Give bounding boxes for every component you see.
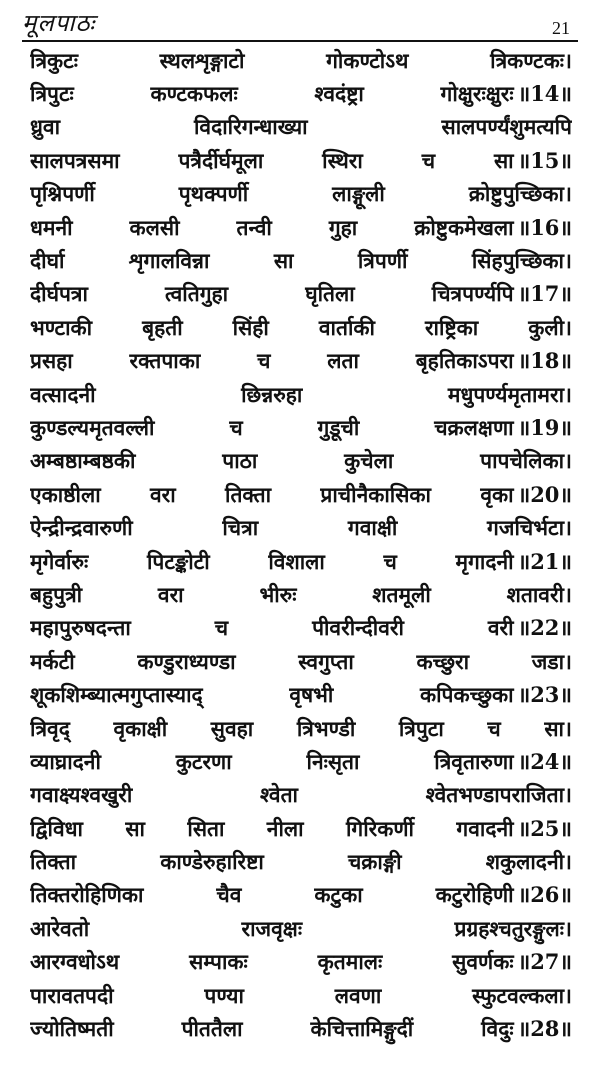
verse-word: आरग्वधोऽथ (30, 949, 120, 975)
verse-word: गवाक्ष्यश्वखुरी (30, 782, 133, 808)
verse-word: कटुरोहिणी (435, 882, 514, 908)
verse-word: बृहती (142, 314, 183, 340)
page-header (22, 0, 578, 42)
verse-word: पिटङ्कोटी (146, 548, 210, 574)
verse-number: ॥20॥ (517, 481, 572, 507)
verse-word: सम्पाकः (189, 949, 248, 975)
verse-line (30, 678, 572, 711)
verse-word: घृतिला (305, 281, 355, 307)
verse-text (30, 381, 572, 409)
verse-word: तिक्तरोहिणिका (30, 882, 144, 908)
verse-word: विदारिगन्धाख्या (193, 114, 308, 140)
verse-word: मधुपर्ण्यमृतामरा। (447, 381, 572, 407)
verse-word: सा (273, 248, 294, 274)
verse-number: ॥22॥ (517, 615, 572, 641)
verse-word: सिता (187, 815, 225, 841)
verse-text (30, 80, 514, 108)
verse-text (30, 514, 572, 542)
verse-word: बृहतिकाऽपरा (415, 348, 514, 374)
verse-word: शतावरी। (506, 581, 572, 607)
verse-word: सालपत्रसमा (30, 147, 120, 173)
verse-word: कृतमालः (317, 949, 383, 975)
verse-line (30, 378, 572, 411)
verse-word: त्रिवृद् (30, 715, 70, 741)
verse-word: च (229, 414, 243, 440)
verse-word: गुडूची (317, 414, 360, 440)
verse-word: त्रिकुटः (30, 47, 78, 73)
verse-word: त्रिपुटः (30, 81, 74, 107)
verse-line (30, 211, 572, 244)
verse-number: ॥25॥ (517, 815, 572, 841)
verse-text (30, 548, 514, 576)
verse-word: लता (327, 348, 359, 374)
verse-text (30, 614, 514, 642)
verse-number: ॥17॥ (517, 281, 572, 307)
verse-text (30, 180, 572, 208)
verse-line (30, 445, 572, 478)
verse-word: लाङ्गूली (332, 181, 385, 207)
verse-number: ॥28॥ (517, 1016, 572, 1042)
verse-word: ऐन्द्रीन्द्रवारुणी (30, 515, 133, 541)
verse-word: कुली। (528, 314, 572, 340)
verse-number: ॥21॥ (517, 548, 572, 574)
verse-word: जडा। (531, 648, 572, 674)
verse-text (30, 915, 572, 943)
verse-text (30, 214, 514, 242)
verse-line (30, 712, 572, 745)
verse-word: कण्डुराध्यण्डा (137, 648, 236, 674)
verse-word: चक्रलक्षणा (434, 414, 514, 440)
verse-word: पण्या (204, 982, 244, 1008)
verse-line (30, 779, 572, 812)
verse-word: चक्राङ्गी (347, 849, 402, 875)
verse-text (30, 314, 572, 342)
verse-number: ॥16॥ (517, 214, 572, 240)
verse-word: क्रोष्टुपुच्छिका। (468, 181, 572, 207)
verse-word: पारावतपदी (30, 982, 114, 1008)
verse-word: त्रिपर्णी (357, 248, 408, 274)
verse-line (30, 745, 572, 778)
verse-word: काण्डेरुहारिष्टा (160, 849, 264, 875)
verse-line (30, 879, 572, 912)
verse-number: ॥19॥ (517, 414, 572, 440)
verse-word: पाठा (222, 448, 258, 474)
verse-line (30, 44, 572, 77)
verse-word: गजचिर्भटा। (487, 515, 572, 541)
verse-number: ॥14॥ (517, 81, 572, 107)
verse-word: गिरिकर्णी (345, 815, 414, 841)
verse-word: गवादनी (456, 815, 514, 841)
verse-text (30, 948, 514, 976)
verse-word: वत्सादनी (30, 381, 96, 407)
verse-word: चित्रपर्ण्यपि (431, 281, 514, 307)
verse-line (30, 77, 572, 110)
verse-word: मृगेर्वारुः (30, 548, 89, 574)
verse-word: सुवर्णकः (452, 949, 514, 975)
verse-line (30, 345, 572, 378)
verse-word: स्फुटवल्कला। (472, 982, 572, 1008)
verse-text (30, 681, 514, 709)
verse-number: ॥26॥ (517, 882, 572, 908)
verse-word: सा (125, 815, 145, 841)
verse-word: भीरुः (259, 581, 297, 607)
verse-number: ॥18॥ (517, 348, 572, 374)
verse-word: कण्टकफलः (150, 81, 238, 107)
verse-word: शूकशिम्ब्यात्मगुप्तास्याद् (30, 682, 203, 708)
verse-word: ध्रुवा (30, 114, 61, 140)
verse-line (30, 612, 572, 645)
verse-word: पृश्निपर्णी (30, 181, 95, 207)
verse-text (30, 581, 572, 609)
verse-word: स्वगुप्ता (298, 648, 354, 674)
verse-word: निःसृता (306, 748, 360, 774)
verse-word: श्वेता (259, 782, 298, 808)
verse-word: कुचेला (344, 448, 394, 474)
verse-word: सिंही (232, 314, 269, 340)
verse-text (30, 881, 514, 909)
verse-word: स्थलशृङ्गाटो (159, 47, 245, 73)
verse-word: क्रोष्टुकमेखला (414, 214, 514, 240)
verse-word: वरा (149, 481, 176, 507)
verse-word: सा। (544, 715, 572, 741)
verse-word: वृका (480, 481, 514, 507)
verse-number: ॥23॥ (517, 682, 572, 708)
verse-word: पीवरीन्दीवरी (312, 615, 404, 641)
verse-line (30, 111, 572, 144)
verse-word: वरा (157, 581, 184, 607)
verse-word: एकाष्ठीला (30, 481, 101, 507)
verse-word: पत्रैर्दीर्घमूला (178, 147, 264, 173)
verse-word: कच्छुरा (416, 648, 470, 674)
verse-word: लवणा (334, 982, 382, 1008)
verse-line (30, 979, 572, 1012)
verse-text (30, 47, 572, 75)
verse-word: महापुरुषदन्ता (30, 615, 131, 641)
verse-word: कुण्डल्यमृतवल्ली (30, 414, 155, 440)
verse-line (30, 478, 572, 511)
verse-word: दीर्घपत्रा (30, 281, 88, 307)
verse-number: ॥15॥ (517, 147, 572, 173)
verse-word: प्रसहा (30, 348, 73, 374)
verse-line (30, 845, 572, 878)
verse-word: वृषभी (289, 682, 334, 708)
verse-text (30, 347, 514, 375)
verse-word: छिन्नरुहा (241, 381, 303, 407)
verse-text (30, 848, 572, 876)
verse-text (30, 648, 572, 676)
verse-word: केचित्तामिङ्गुदीं (310, 1016, 414, 1042)
verse-text (30, 280, 514, 308)
verse-line (30, 946, 572, 979)
verse-word: च (257, 348, 271, 374)
verse-block (30, 44, 572, 1046)
verse-word: स्थिरा (322, 147, 363, 173)
verse-text (30, 815, 514, 843)
verse-word: त्रिवृतारुणा (434, 748, 514, 774)
verse-word: विदुः (481, 1016, 514, 1042)
verse-word: च (214, 615, 229, 641)
verse-line (30, 812, 572, 845)
verse-word: वरी (487, 615, 514, 641)
verse-word: भण्टाकी (30, 314, 93, 340)
verse-word: आरेवतो (30, 915, 90, 941)
verse-text (30, 247, 572, 275)
verse-number: ॥27॥ (517, 949, 572, 975)
page-number: 21 (552, 18, 570, 38)
verse-line (30, 511, 572, 544)
verse-number: ॥24॥ (517, 748, 572, 774)
verse-word: चित्रा (222, 515, 259, 541)
verse-word: कटुका (314, 882, 363, 908)
verse-word: च (421, 147, 436, 173)
verse-word: त्रिपुटा (398, 715, 444, 741)
verse-word: श्वदंष्ट्रा (314, 81, 364, 107)
verse-word: तिक्ता (225, 481, 272, 507)
verse-word: शतमूली (372, 581, 431, 607)
verse-word: दीर्घा (30, 248, 65, 274)
verse-word: च (487, 715, 501, 741)
verse-word: च (383, 548, 397, 574)
verse-word: सिंहपुच्छिका। (471, 248, 572, 274)
verse-word: रक्तपाका (129, 348, 201, 374)
verse-word: राजवृक्षः (241, 915, 303, 941)
verse-word: मर्कटी (30, 648, 75, 674)
verse-word: नीला (266, 815, 304, 841)
header-title: मूलपाठः (22, 9, 96, 37)
verse-word: शृगालविन्ना (128, 248, 210, 274)
verse-word: धमनी (30, 214, 73, 240)
verse-word: चैव (216, 882, 242, 908)
verse-line (30, 912, 572, 945)
verse-word: मृगादनी (455, 548, 514, 574)
verse-word: वार्ताकी (318, 314, 375, 340)
verse-word: श्वेतभण्डापराजिता। (425, 782, 572, 808)
verse-line (30, 311, 572, 344)
verse-word: शकुलादनी। (485, 849, 572, 875)
verse-word: पापचेलिका। (480, 448, 572, 474)
verse-word: त्वतिगुहा (165, 281, 229, 307)
verse-word: त्रिभण्डी (296, 715, 356, 741)
verse-line (30, 278, 572, 311)
verse-text (30, 748, 514, 776)
verse-word: व्याघ्रादनी (30, 748, 101, 774)
verse-word: कपिकच्छुका (419, 682, 514, 708)
verse-line (30, 411, 572, 444)
verse-word: ज्योतिष्मती (30, 1016, 114, 1042)
verse-word: गोक्षुरःक्षुरः (440, 81, 514, 107)
verse-word: तन्वी (236, 214, 272, 240)
verse-line (30, 578, 572, 611)
verse-word: सालपर्ण्यंशुमत्यपि (441, 114, 572, 140)
verse-word: प्रग्रहश्चतुरङ्गुलः। (454, 915, 572, 941)
verse-text (30, 447, 572, 475)
verse-text (30, 113, 572, 141)
verse-text (30, 414, 514, 442)
verse-word: कुटरणा (175, 748, 232, 774)
verse-line (30, 645, 572, 678)
verse-word: तिक्ता (30, 849, 77, 875)
verse-word: पीततैला (181, 1016, 243, 1042)
verse-word: गवाक्षी (347, 515, 398, 541)
verse-word: गोकण्टोऽथ (326, 47, 409, 73)
verse-word: द्विविधा (30, 815, 83, 841)
verse-line (30, 1012, 572, 1045)
verse-word: बहुपुत्री (30, 581, 83, 607)
verse-text (30, 715, 572, 743)
verse-line (30, 144, 572, 177)
verse-word: पृथक्पर्णी (178, 181, 249, 207)
verse-word: सा (493, 147, 514, 173)
verse-line (30, 178, 572, 211)
verse-word: सुवहा (210, 715, 254, 741)
verse-word: राष्ट्रिका (424, 314, 479, 340)
verse-text (30, 781, 572, 809)
verse-word: कलसी (129, 214, 180, 240)
verse-text (30, 147, 514, 175)
verse-word: विशाला (268, 548, 325, 574)
verse-text (30, 982, 572, 1010)
verse-word: वृकाक्षी (113, 715, 168, 741)
verse-text (30, 481, 514, 509)
verse-word: त्रिकण्टकः। (490, 47, 572, 73)
verse-line (30, 244, 572, 277)
verse-line (30, 545, 572, 578)
verse-word: गुहा (328, 214, 358, 240)
verse-word: अम्बष्ठाम्बष्ठकी (30, 448, 136, 474)
verse-word: प्राचीनैकासिका (320, 481, 431, 507)
verse-text (30, 1015, 514, 1043)
